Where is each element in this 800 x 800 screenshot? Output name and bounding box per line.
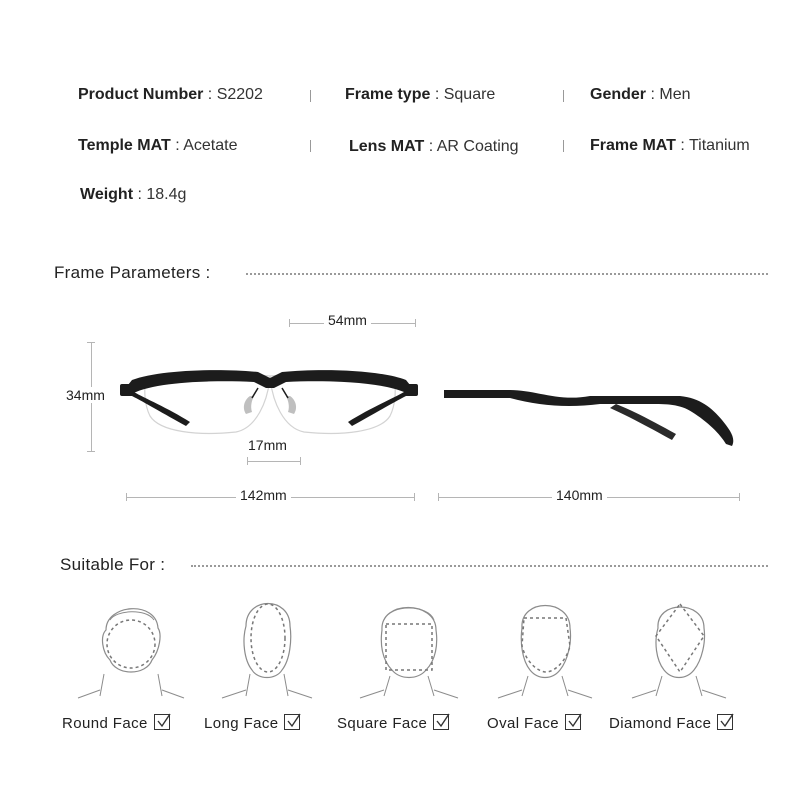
bridge-width-guide bbox=[247, 461, 301, 462]
spec-value: AR Coating bbox=[436, 138, 519, 155]
guide-tick bbox=[300, 457, 301, 465]
spec-value: 18.4g bbox=[146, 186, 187, 203]
spec-value: Square bbox=[443, 86, 496, 103]
glasses-front-view bbox=[118, 362, 420, 452]
spec-weight: Weight : 18.4g bbox=[80, 186, 187, 203]
guide-tick bbox=[87, 451, 95, 452]
glasses-temple-side-view bbox=[440, 382, 740, 452]
divider bbox=[563, 140, 564, 152]
face-label-round bbox=[62, 714, 170, 732]
frame-width-label: 142mm bbox=[236, 487, 291, 503]
oval-face-outline bbox=[522, 618, 570, 672]
spec-lens-mat: Lens MAT : AR Coating bbox=[349, 138, 519, 155]
guide-tick bbox=[289, 319, 290, 327]
spec-gender: Gender : Men bbox=[590, 86, 691, 103]
guide-tick bbox=[415, 319, 416, 327]
spec-value: S2202 bbox=[216, 86, 263, 103]
spec-product-number: Product Number : S2202 bbox=[78, 86, 263, 103]
left-end-piece bbox=[120, 384, 134, 396]
face-label-text: Long Face bbox=[204, 715, 279, 732]
face-label-text: Square Face bbox=[337, 715, 428, 732]
frame-top-bar bbox=[124, 370, 414, 396]
diamond-face-outline bbox=[656, 604, 704, 672]
long-face-outline bbox=[251, 604, 285, 672]
temple-inner-tip bbox=[610, 404, 676, 440]
suitable-for-title: Suitable For : bbox=[60, 555, 166, 574]
divider bbox=[310, 140, 311, 152]
bridge-width-label: 17mm bbox=[244, 437, 291, 453]
face-label-diamond bbox=[609, 714, 733, 732]
spec-label: Product Number bbox=[78, 86, 204, 103]
spec-frame-type: Frame type : Square bbox=[345, 86, 496, 103]
guide-tick bbox=[247, 457, 248, 465]
guide-tick bbox=[438, 493, 439, 501]
right-nose-pad bbox=[286, 396, 296, 414]
divider bbox=[310, 90, 311, 102]
round-face-outline bbox=[107, 620, 155, 668]
diamond-face-illustration bbox=[624, 590, 734, 700]
square-face-illustration bbox=[354, 590, 464, 700]
temple-length-label: 140mm bbox=[552, 487, 607, 503]
spec-label: Weight bbox=[80, 186, 134, 203]
checkbox-icon bbox=[284, 714, 300, 730]
face-label-long bbox=[204, 714, 300, 732]
section-dotted-rule bbox=[246, 273, 768, 275]
spec-label: Frame type bbox=[345, 86, 431, 103]
face-label-text: Round Face bbox=[62, 715, 148, 732]
divider bbox=[563, 90, 564, 102]
checkbox-icon bbox=[717, 714, 733, 730]
spec-label: Frame MAT bbox=[590, 137, 676, 154]
face-label-text: Diamond Face bbox=[609, 715, 712, 732]
right-end-piece bbox=[404, 384, 418, 396]
spec-label: Gender bbox=[590, 86, 647, 103]
lens-width-label: 54mm bbox=[324, 312, 371, 328]
right-temple-front bbox=[348, 392, 406, 426]
face-label-text: Oval Face bbox=[487, 715, 559, 732]
spec-value: Titanium bbox=[689, 137, 750, 154]
spec-frame-mat: Frame MAT : Titanium bbox=[590, 137, 750, 154]
spec-value: Acetate bbox=[183, 137, 238, 154]
checkbox-icon bbox=[565, 714, 581, 730]
guide-tick bbox=[414, 493, 415, 501]
frame-parameters-title: Frame Parameters : bbox=[54, 263, 211, 282]
lens-height-label: 34mm bbox=[62, 387, 109, 403]
face-label-oval bbox=[487, 714, 581, 732]
checkbox-icon bbox=[154, 714, 170, 730]
oval-face-illustration bbox=[490, 590, 600, 700]
temple-arm bbox=[444, 390, 733, 446]
spec-value: Men bbox=[659, 86, 691, 103]
long-face-illustration bbox=[212, 590, 322, 700]
spec-label: Lens MAT bbox=[349, 138, 425, 155]
checkbox-icon bbox=[433, 714, 449, 730]
face-label-square bbox=[337, 714, 449, 732]
round-face-illustration bbox=[76, 590, 186, 700]
spec-label: Temple MAT bbox=[78, 137, 171, 154]
left-temple-front bbox=[132, 392, 190, 426]
guide-tick bbox=[126, 493, 127, 501]
guide-tick bbox=[739, 493, 740, 501]
left-nose-pad bbox=[244, 396, 254, 414]
spec-temple-mat: Temple MAT : Acetate bbox=[78, 137, 238, 154]
square-face-outline bbox=[386, 624, 432, 670]
section-dotted-rule bbox=[191, 565, 768, 567]
guide-tick bbox=[87, 342, 95, 343]
